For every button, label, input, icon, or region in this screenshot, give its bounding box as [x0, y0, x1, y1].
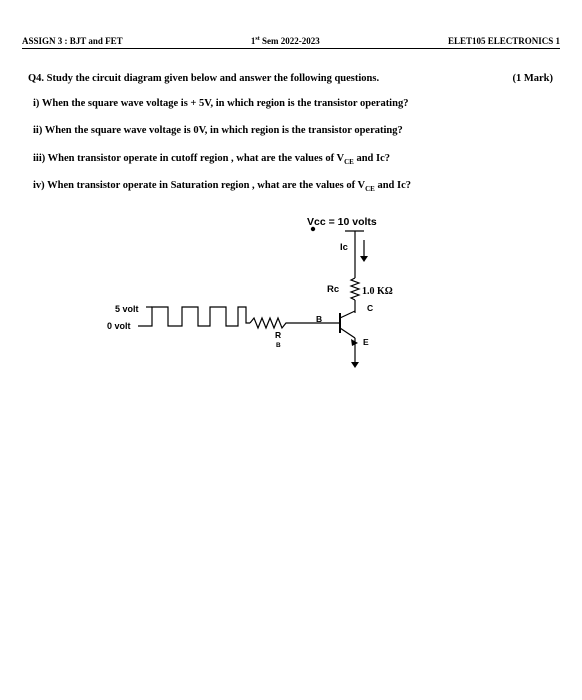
header-course: ELET105 ELECTRONICS 1 — [447, 36, 560, 46]
square-wave-low-label: 0 volt — [107, 321, 131, 331]
header-semester: 1st Sem 2022-2023 — [250, 36, 320, 46]
question-item-1: i) When the square wave voltage is + 5V, in which region is the transistor operating? — [33, 98, 409, 109]
vcc-label: Vcc = 10 volts — [307, 216, 377, 228]
rb-resistor — [250, 318, 288, 328]
collector-label: C — [367, 303, 374, 313]
transistor-emitter-lead — [340, 328, 355, 338]
rc-value-label: 1.0 KΩ — [362, 286, 393, 297]
question-marks: (1 Mark) — [512, 73, 553, 84]
emitter-label: E — [363, 337, 369, 347]
ic-label: Ic — [340, 242, 348, 253]
base-label: B — [316, 314, 323, 324]
question-title: Q4. Study the circuit diagram given below and answer the following questions. — [28, 73, 380, 84]
question-item-2: ii) When the square wave voltage is 0V, in which region is the transistor operating? — [33, 125, 403, 136]
rc-label: Rc — [327, 284, 340, 295]
question-item-4: iv) When transistor operate in Saturation region , what are the values of $V_{CE}$ and Ic? — [33, 180, 412, 194]
square-wave-source — [138, 307, 250, 326]
question-item-3: iii) When transistor operate in cutoff region , what are the values of $V_{CE}$ and Ic? — [33, 153, 391, 167]
rb-label: R — [275, 330, 282, 340]
ic-arrow-head — [360, 256, 368, 262]
rc-resistor — [351, 278, 359, 300]
transistor-collector-lead — [340, 311, 355, 318]
ground-arrow-head — [351, 362, 359, 368]
header-assignment: ASSIGN 3 : BJT and FET — [22, 36, 123, 46]
rb-subscript-label: B — [276, 342, 281, 349]
square-wave-high-label: 5 volt — [115, 304, 139, 314]
